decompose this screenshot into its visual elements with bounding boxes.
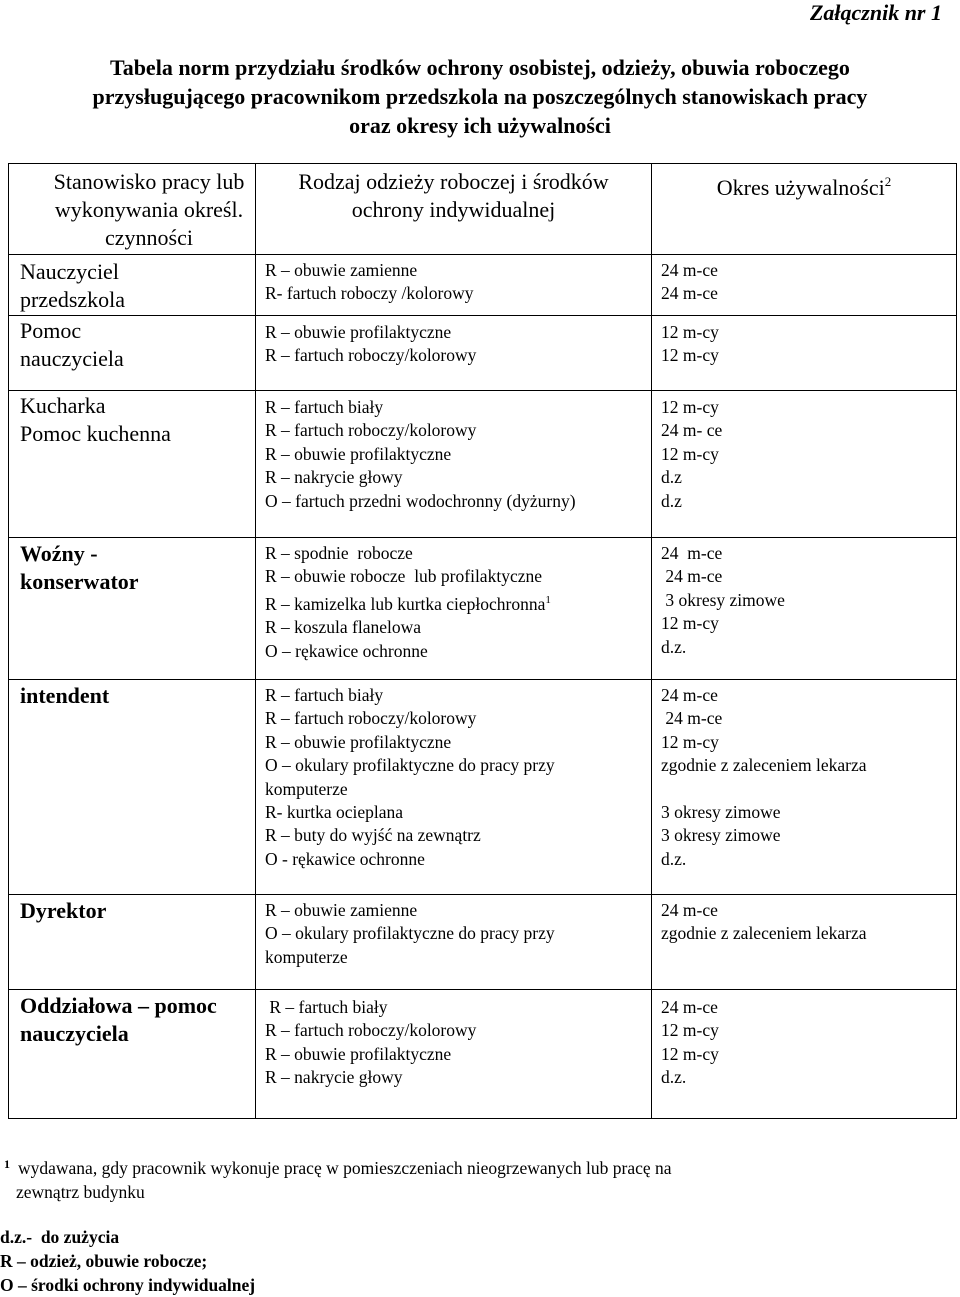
item-line — [265, 899, 651, 922]
item-line — [265, 801, 651, 824]
item-text: O – okulary profilaktyczne do pracy przy — [265, 755, 555, 776]
item-line — [265, 824, 651, 847]
period-line: 24 m-ce — [661, 708, 723, 729]
period-line: 12 m-cy — [661, 397, 719, 417]
period-line: 12 m-cy — [661, 613, 719, 634]
position-cell — [9, 316, 256, 391]
item-line — [265, 707, 651, 730]
footnote-number: 1 — [4, 1157, 10, 1171]
position-name: Dyrektor — [20, 898, 107, 923]
item-line — [265, 1043, 651, 1066]
item-text: R – fartuch roboczy/kolorowy — [265, 1020, 477, 1041]
item-line — [265, 996, 651, 1019]
table-header-row — [9, 164, 957, 255]
item-text: R – kamizelka lub kurtka ciepłochronna — [265, 593, 546, 614]
item-text: O – rękawice ochronne — [265, 640, 428, 661]
items-cell — [256, 255, 652, 316]
items-cell — [256, 990, 652, 1119]
header-period-text: Okres używalności — [716, 175, 885, 200]
legend-item: O – środki ochrony indywidualnej — [0, 1275, 256, 1295]
items-cell — [256, 391, 652, 538]
period-line: 24 m-ce — [661, 685, 718, 705]
period-line: zgodnie z zaleceniem lekarza — [661, 755, 867, 776]
legend-item: R – odzież, obuwie robocze; — [0, 1251, 208, 1271]
position-cell — [9, 895, 256, 990]
period-line: 12 m-cy — [661, 1020, 719, 1041]
title-line: oraz okresy ich używalności — [349, 113, 611, 138]
period-line: 24 m- ce — [661, 420, 723, 441]
item-text: R – koszula flanelowa — [265, 617, 421, 638]
period-cell — [652, 391, 957, 538]
header-position — [9, 164, 256, 255]
item-text: R – fartuch biały — [265, 997, 388, 1017]
period-line: 12 m-cy — [661, 443, 719, 464]
item-line — [265, 778, 651, 801]
item-text: R – nakrycie głowy — [265, 1067, 403, 1088]
period-line: d.z. — [661, 636, 687, 657]
item-line — [265, 1019, 651, 1042]
document-title — [0, 53, 960, 140]
item-line — [265, 848, 651, 871]
item-line — [265, 490, 651, 513]
position-cell — [9, 391, 256, 538]
item-text: R – fartuch biały — [265, 685, 384, 705]
item-text: R – fartuch biały — [265, 397, 384, 417]
item-line — [265, 259, 651, 282]
item-text: O – okulary profilaktyczne do pracy przy — [265, 923, 555, 944]
period-line: 12 m-cy — [661, 731, 719, 752]
item-line — [265, 589, 651, 616]
period-line: d.z — [661, 490, 682, 511]
period-line: 24 m-ce — [661, 566, 723, 587]
items-cell — [256, 316, 652, 391]
period-line: d.z — [661, 467, 682, 488]
period-line: 3 okresy zimowe — [661, 589, 785, 610]
item-line — [265, 946, 651, 969]
item-text: R – fartuch roboczy/kolorowy — [265, 420, 477, 441]
item-text: R – obuwie profilaktyczne — [265, 443, 452, 464]
position-name: Pomoc nauczyciela — [20, 318, 124, 371]
header-clothing — [256, 164, 652, 255]
items-cell — [256, 895, 652, 990]
item-text: O - rękawice ochronne — [265, 848, 425, 869]
item-line — [265, 731, 651, 754]
period-line — [661, 778, 956, 801]
period-line: 24 m-ce — [661, 260, 718, 280]
position-name: Woźny - konserwator — [20, 541, 139, 594]
period-line: 3 okresy zimowe — [661, 802, 781, 823]
table-row — [9, 990, 957, 1119]
header-position-label: Stanowisko pracy lub wykonywania określ. czynności — [53, 169, 245, 250]
period-line: d.z. — [661, 1067, 687, 1088]
period-line: 24 m-ce — [661, 543, 723, 563]
position-cell — [9, 680, 256, 895]
period-cell — [652, 538, 957, 680]
item-line — [265, 419, 651, 442]
item-text: O – fartuch przedni wodochronny (dyżurny) — [265, 490, 576, 511]
header-clothing-label: Rodzaj odzieży roboczej i środków ochrony indywidualnej — [298, 169, 609, 222]
table-row — [9, 255, 957, 316]
position-cell — [9, 255, 256, 316]
item-line — [265, 616, 651, 639]
item-text: R – obuwie robocze lub profilaktyczne — [265, 566, 542, 587]
legend — [0, 1225, 255, 1297]
period-line: zgodnie z zaleceniem lekarza — [661, 923, 867, 944]
item-line — [265, 466, 651, 489]
item-line — [265, 1066, 651, 1089]
header-period-label — [652, 164, 956, 202]
item-text: R – obuwie profilaktyczne — [265, 1043, 452, 1064]
table-row — [9, 391, 957, 538]
item-text: komputerze — [265, 778, 348, 799]
legend-item: d.z.- do zużycia — [0, 1227, 120, 1247]
period-line: 12 m-cy — [661, 345, 719, 366]
annex-label: Załącznik nr 1 — [809, 0, 942, 25]
table-row — [9, 680, 957, 895]
item-text: R – spodnie robocze — [265, 543, 413, 563]
header-period — [652, 164, 957, 255]
position-name: intendent — [20, 683, 110, 708]
items-cell — [256, 538, 652, 680]
item-line — [265, 282, 651, 305]
item-text: R – obuwie profilaktyczne — [265, 322, 452, 342]
footnote-text-line1: wydawana, gdy pracownik wykonuje pracę w pomieszczeniach nieogrzewanych lub pracę na — [18, 1158, 672, 1178]
item-text: R- fartuch roboczy /kolorowy — [265, 283, 474, 304]
item-line — [265, 565, 651, 588]
period-line: 24 m-ce — [661, 283, 718, 304]
table-row — [9, 538, 957, 680]
item-text: R – obuwie profilaktyczne — [265, 731, 452, 752]
item-text: R – obuwie zamienne — [265, 900, 418, 920]
title-line: Tabela norm przydziału środków ochrony osobistej, odzieży, obuwia roboczego — [110, 55, 850, 80]
period-line: 12 m-cy — [661, 1043, 719, 1064]
footnote-marker: 1 — [545, 593, 551, 606]
period-line: 24 m-ce — [661, 997, 718, 1017]
period-line: 3 okresy zimowe — [661, 825, 781, 846]
item-line — [265, 922, 651, 945]
item-text: R – fartuch roboczy/kolorowy — [265, 708, 477, 729]
position-cell — [9, 538, 256, 680]
period-cell — [652, 895, 957, 990]
footnote — [0, 1152, 672, 1204]
item-line — [265, 443, 651, 466]
item-line — [265, 321, 651, 344]
table-row — [9, 316, 957, 391]
position-name: Nauczyciel przedszkola — [20, 259, 126, 312]
item-text: R – buty do wyjść na zewnątrz — [265, 825, 481, 846]
header-period-sup: 2 — [884, 174, 892, 189]
period-line: d.z. — [661, 848, 687, 869]
item-line — [265, 396, 651, 419]
item-text: R – fartuch roboczy/kolorowy — [265, 345, 477, 366]
norms-table — [8, 163, 957, 1119]
period-cell — [652, 990, 957, 1119]
period-cell — [652, 680, 957, 895]
title-line: przysługującego pracownikom przedszkola na poszczególnych stanowiskach pracy — [92, 84, 868, 109]
position-name: Oddziałowa – pomoc nauczyciela — [20, 993, 217, 1046]
item-text: R – obuwie zamienne — [265, 260, 418, 280]
footnote-text-line2: zewnątrz budynku — [16, 1182, 145, 1202]
position-name: Kucharka Pomoc kuchenna — [20, 393, 171, 446]
period-cell — [652, 316, 957, 391]
item-line — [265, 344, 651, 367]
item-line — [265, 684, 651, 707]
period-cell — [652, 255, 957, 316]
position-cell — [9, 990, 256, 1119]
period-line: 12 m-cy — [661, 322, 719, 342]
item-text: R- kurtka ocieplana — [265, 802, 404, 823]
item-line — [265, 542, 651, 565]
item-text: komputerze — [265, 946, 348, 967]
item-text: R – nakrycie głowy — [265, 467, 403, 488]
item-line — [265, 754, 651, 777]
item-line — [265, 640, 651, 663]
table-row — [9, 895, 957, 990]
period-line: 24 m-ce — [661, 900, 718, 920]
items-cell — [256, 680, 652, 895]
